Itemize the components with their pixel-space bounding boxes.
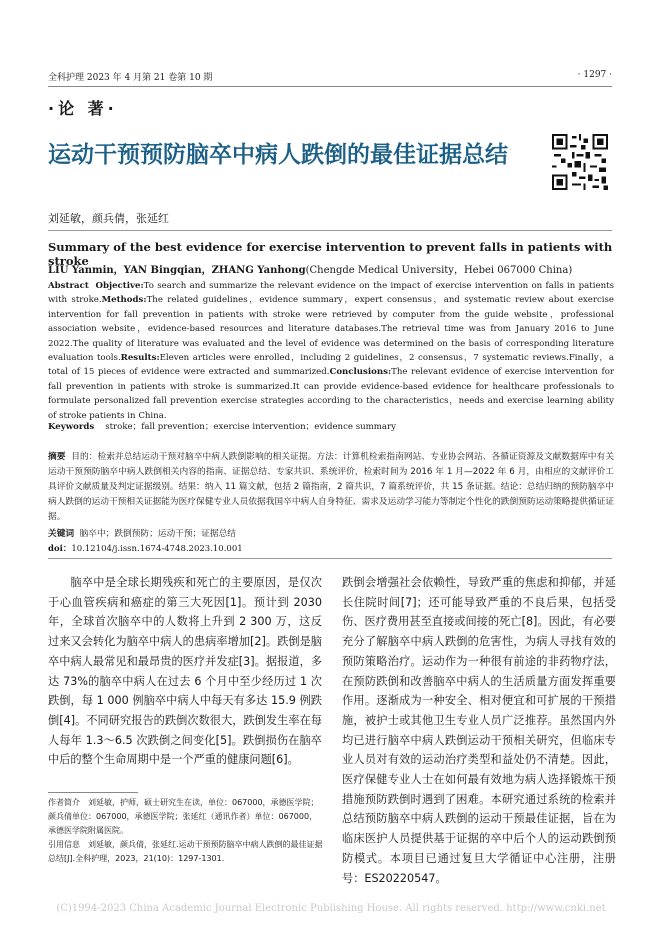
author-intro-footnote: 作者简介 刘延敏，护师，硕士研究生在读，单位：067000，承德医学院；颜兵倩单位：067000，承德医学院；张延红（通讯作者）单位：067000，承德医学院附属医院。 [48, 798, 319, 835]
doi-value: 10.12104/j.issn.1674-4748.2023.10.001 [71, 544, 243, 554]
divider [48, 230, 612, 231]
chinese-keywords [48, 527, 236, 539]
author-list: 刘延敏，颜兵倩，张延红 [48, 212, 169, 225]
divider [48, 558, 612, 559]
methods-label: Methods: [101, 295, 147, 306]
section-tag: ·论 著· [48, 99, 118, 118]
conclusions-text: The relevant evidence of exercise intervention for fall prevention in patients with stroke is summarized.It can provide evidence-based evidence for healthcare professionals to formulate personalized fall prevention exercise strategies according to the characteristics，needs and exercise learning ability of stroke patients in China. [48, 367, 614, 421]
english-affiliation: (Chengde Medical University，Hebei 067000 China) [305, 265, 573, 276]
cn-abstract-label: 摘要 [48, 452, 66, 462]
english-title: Summary of the best evidence for exercise intervention to prevent falls in patients with stroke [48, 240, 613, 268]
footnote-divider [48, 792, 138, 793]
page-number: · 1297 · [577, 70, 612, 80]
doi-label: doi： [48, 544, 72, 554]
body-paragraph: 跌倒会增强社会依赖性，导致严重的焦虑和抑郁，并延长住院时间[7]；还可能导致严重的不良后果，包括受伤、医疗费用甚至直接或间接的死亡[8]。因此，有必要充分了解脑卒中病人跌倒的危害性，为病人寻找有效的预防策略治疗。运动作为一种很有前途的非药物疗法，在预防跌倒和改善脑卒中病人的生活质量方面发挥重要作用。逐渐成为一种安全、相对便宜和可扩展的干预措施，被护士或其他卫生专业人员广泛推荐。虽然国内外均已进行脑卒中病人跌倒运动干预相关研究，但临床专业人员对有效的运动治疗类型和益处仍不清楚。因此，医疗保健专业人士在如何最有效地为病人选择锻炼干预措施预防跌倒时遇到了困难。本研究通过系统的检索并总结预防脑卒中病人跌倒的运动干预最佳证据，旨在为临床医护人员提供基于证据的卒中后个人的运动跌倒预防模式。本项目已通过复旦大学循证中心注册，注册号：ES20220547。 [342, 576, 616, 885]
header-divider [48, 86, 612, 87]
cn-abstract-text: 目的：检索并总结运动干预对脑卒中病人跌倒影响的相关证据。方法：计算机检索指南网站、专业协会网站、各循证资源及文献数据库中有关运动干预预防脑卒中病人跌倒相关内容的指南、证据总结、专家共识、系统评价，检索时间为 2016 年 1 月—2022 年 6 月，由相应的文献评价工具评价文献质量及判定证据级别。结果：纳入 11 篇文献，包括 2 篇指南，2 篇共识，7 篇系统评价，共 15 条证据。结论：总结归纳的预防脑卒中病人跌倒的运动干预相关证据能为医疗保健专业人员依据我国卒中病人自身特征、需求及运动学习能力等制定个性化的跌倒预防运动策略提供循证证据。 [48, 452, 615, 522]
english-abstract [48, 279, 614, 423]
citation-footnote: 引用信息 刘延敏，颜兵倩，张延红.运动干预预防脑卒中病人跌倒的最佳证据总结[J].全科护理，2023，21(10)：1297-1301. [48, 840, 323, 863]
running-header-journal: 全科护理 2023 年 4 月第 21 卷第 10 期 [48, 73, 213, 83]
english-authors [48, 261, 618, 276]
keywords-label: Keywords [48, 422, 95, 432]
english-keywords [48, 420, 614, 432]
methods-text: The related guidelines，evidence summary，expert consensus，and systematic review about exercise intervention for fall prevention in patients with stroke were retrieved by computer from the guide website，professional association website，evidence-based resources and literature databases.The retrieval time was from January 2016 to June 2022.The quality of literature was evaluated and the level of evidence was determined on the basis of corresponding literature evaluation tools. [48, 295, 614, 364]
article-title: 运动干预预防脑卒中病人跌倒的最佳证据总结 [48, 142, 508, 168]
footnotes [48, 796, 324, 866]
abstract-label: Abstract [48, 281, 89, 291]
keywords-text: stroke；fall prevention；exercise intervention；evidence summary [105, 422, 397, 432]
qr-code-icon [552, 134, 608, 190]
body-column-left [48, 573, 322, 770]
copyright-footer: (C)1994-2023 China Academic Journal Electronic Publishing House. All rights reserved. http://www.cnki.net [56, 903, 606, 914]
body-column-right [342, 573, 616, 888]
objective-label: Objective: [95, 281, 144, 291]
conclusions-label: Conclusions: [329, 367, 392, 378]
results-text: Eleven articles were enrolled，including 2 guidelines，2 consensus，7 systematic reviews.Finally，a total of 15 pieces of evidence were extracted and summarized. [48, 353, 614, 378]
body-paragraph: 脑卒中是全球长期残疾和死亡的主要原因，是仅次于心血管疾病和癌症的第三大死因[1]。预计到 2030 年，全球首次脑卒中的人数将上升到 2 300 万，这反过来又会转化为脑卒中病人的患病率增加[2]。跌倒是脑卒中病人最常见和最昂贵的医疗并发症[3]。据报道，多达 73%的脑卒中病人在过去 6 个月中至少经历过 1 次跌倒，每 1 000 例脑卒中病人中每天有多达 15.9 例跌倒[4]。不同研究报告的跌倒次数很大，跌倒发生率在每人每年 1.3～6.5 次跌倒之间变化[5]。跌倒损伤在脑卒中后的整个生命周期中是一个严重的健康问题[6]。 [48, 576, 322, 767]
results-label: Results: [120, 353, 160, 364]
cn-keywords-text: 脑卒中；跌倒预防；运动干预；证据总结 [79, 529, 236, 539]
chinese-abstract [48, 450, 614, 525]
objective-text: To search and summarize the relevant evidence on the impact of exercise intervention on falls in patients with stroke. [48, 281, 614, 306]
doi-line [48, 542, 243, 554]
english-author-names: LIU Yanmin，YAN Bingqian，ZHANG Yanhong [48, 265, 306, 276]
cn-keywords-label: 关键词 [48, 529, 75, 539]
